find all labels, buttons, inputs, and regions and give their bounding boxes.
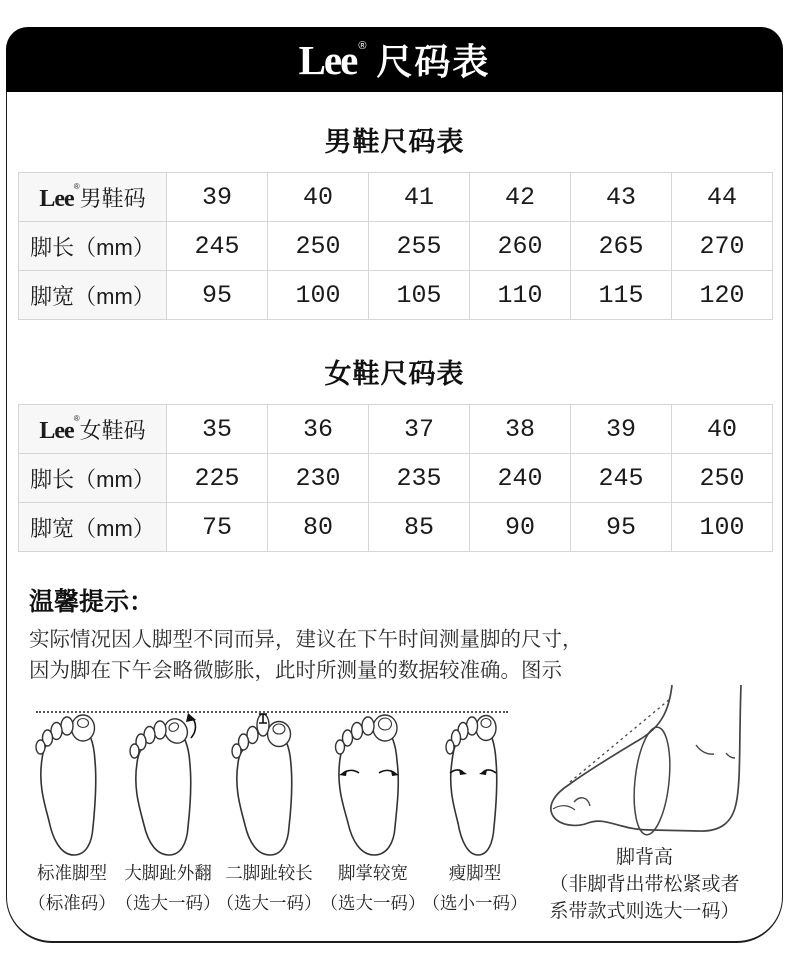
- foot-width-cell: 90: [470, 503, 571, 552]
- foot-length-cell: 265: [571, 222, 672, 271]
- content-card: [6, 92, 783, 943]
- women-size-cell: 39: [571, 405, 672, 454]
- foot-length-cell: 235: [369, 454, 470, 503]
- foot-width-cell: 110: [470, 271, 571, 320]
- foot-width-cell: 80: [268, 503, 369, 552]
- men-size-cell: 42: [470, 173, 571, 222]
- women-size-cell: 37: [369, 405, 470, 454]
- lee-logo: Lee: [39, 185, 74, 212]
- foot-length-cell: 245: [571, 454, 672, 503]
- registered-mark: ®: [358, 39, 367, 52]
- women-size-cell: 40: [672, 405, 773, 454]
- tips-heading: 温馨提示：: [29, 588, 155, 616]
- table-row: [19, 173, 773, 222]
- table-row: [19, 405, 773, 454]
- standard-foot-icon: [32, 713, 106, 861]
- tips-line-2: 因为脚在下午会略微膨胀，此时所测量的数据较准确。图示: [29, 659, 562, 682]
- foot-width-label: 脚宽（mm）: [19, 271, 167, 320]
- women-table-title: 女鞋尺码表: [324, 359, 465, 389]
- foot-label-long-second-toe: 二脚趾较长 （选大一码）: [216, 863, 322, 913]
- wide-foot-icon: [332, 713, 406, 861]
- foot-width-cell: 115: [571, 271, 672, 320]
- women-size-cell: 35: [167, 405, 268, 454]
- women-size-table: [18, 404, 773, 552]
- lee-logo: Lee: [39, 417, 74, 444]
- men-size-cell: 40: [268, 173, 369, 222]
- foot-width-cell: 95: [571, 503, 672, 552]
- foot-length-label: 脚长（mm）: [19, 222, 167, 271]
- foot-width-cell: 120: [672, 271, 773, 320]
- tips-line-1: 实际情况因人脚型不同而异，建议在下午时间测量脚的尺寸，: [29, 628, 583, 651]
- men-size-cell: 43: [571, 173, 672, 222]
- men-size-cell: 39: [167, 173, 268, 222]
- foot-length-label: 脚长（mm）: [19, 454, 167, 503]
- foot-width-label: 脚宽（mm）: [19, 503, 167, 552]
- foot-width-cell: 100: [672, 503, 773, 552]
- foot-length-cell: 250: [268, 222, 369, 271]
- foot-label-thin: 瘦脚型 （选小一码）: [422, 863, 528, 913]
- men-table-title: 男鞋尺码表: [324, 127, 465, 157]
- registered-mark: ®: [73, 414, 80, 424]
- foot-length-cell: 255: [369, 222, 470, 271]
- women-size-row-label: Lee®女鞋码: [19, 405, 167, 454]
- table-row: [19, 222, 773, 271]
- foot-label-bunion: 大脚趾外翻 （选大一码）: [115, 863, 221, 913]
- foot-label-standard: 标准脚型 （标准码）: [28, 863, 116, 913]
- instep-caption: 脚背高 （非脚背出带松紧或者 系带款式则选大一码）: [549, 847, 740, 922]
- foot-width-cell: 100: [268, 271, 369, 320]
- foot-length-cell: 240: [470, 454, 571, 503]
- foot-width-cell: 95: [167, 271, 268, 320]
- foot-width-cell: 75: [167, 503, 268, 552]
- men-size-cell: 41: [369, 173, 470, 222]
- lee-logo: Lee: [298, 36, 357, 83]
- bunion-foot-icon: [127, 713, 201, 861]
- tips-paragraph: [29, 624, 583, 686]
- table-row: [19, 503, 773, 552]
- foot-width-cell: 105: [369, 271, 470, 320]
- foot-length-cell: 250: [672, 454, 773, 503]
- women-size-cell: 36: [268, 405, 369, 454]
- table-row: [19, 271, 773, 320]
- women-size-cell: 38: [470, 405, 571, 454]
- long-second-toe-foot-icon: [228, 713, 302, 861]
- foot-length-cell: 260: [470, 222, 571, 271]
- foot-width-cell: 85: [369, 503, 470, 552]
- foot-label-wide: 脚掌较宽 （选大一码）: [320, 863, 426, 913]
- page-header: [6, 27, 783, 92]
- table-row: [19, 454, 773, 503]
- men-size-cell: 44: [672, 173, 773, 222]
- page-title: 尺码表: [376, 41, 491, 82]
- foot-length-cell: 270: [672, 222, 773, 271]
- instep-side-foot-icon: [540, 685, 756, 857]
- men-size-row-label: Lee®男鞋码: [19, 173, 167, 222]
- foot-length-cell: 230: [268, 454, 369, 503]
- foot-length-cell: 225: [167, 454, 268, 503]
- foot-length-cell: 245: [167, 222, 268, 271]
- thin-foot-icon: [436, 713, 510, 861]
- men-size-table: [18, 172, 773, 320]
- registered-mark: ®: [73, 182, 80, 192]
